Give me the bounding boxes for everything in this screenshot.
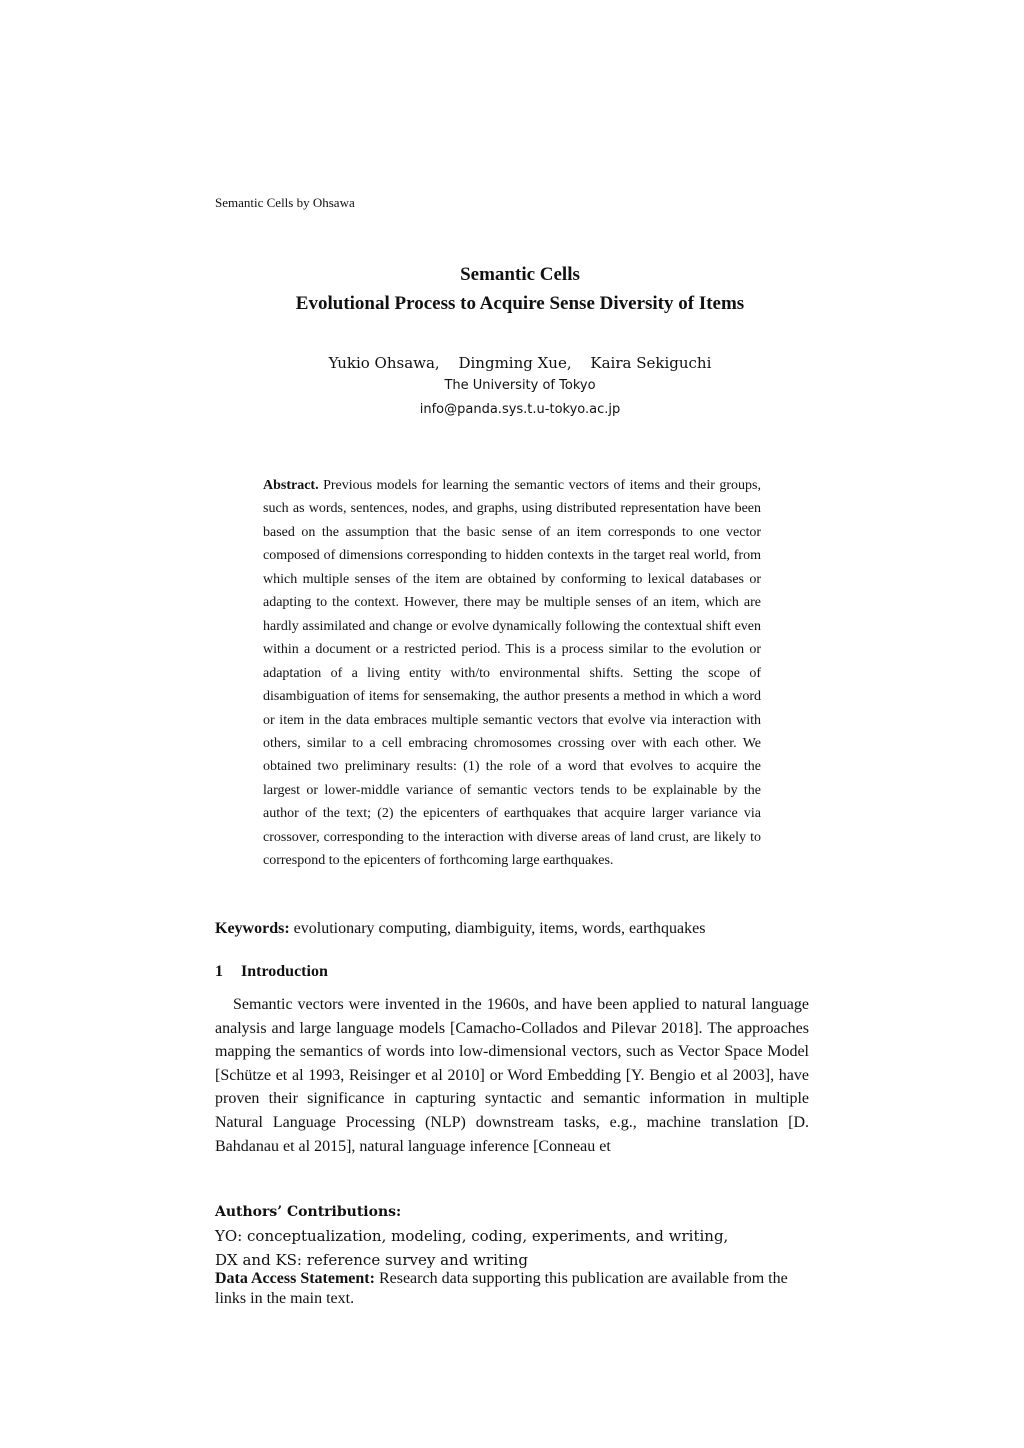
- author-2: Dingming Xue,: [458, 354, 572, 372]
- contributions-title: Authors’ Contributions:: [215, 1204, 402, 1220]
- introduction-paragraph: Semantic vectors were invented in the 1960s, and have been applied to natural language analysis and large language models [Camacho-Collados and Pilevar 2018]. The approaches mapping the semantics of words into low-dimensional vectors, such as Vector Space Model [Schütze et al 1993, Reisinger et al 2010] or Word Embedding [Y. Bengio et al 2003], have proven their significance in capturing syntactic and semantic information in multiple Natural Language Processing (NLP) downstream tasks, e.g., machine translation [D. Bahdanau et al 2015], natural language inference [Conneau et: [215, 996, 809, 1155]
- data-access-statement: [215, 1269, 815, 1309]
- section-heading: [215, 963, 328, 981]
- email: info@panda.sys.t.u-tokyo.ac.jp: [419, 402, 621, 417]
- title-line-1: Semantic Cells: [460, 264, 580, 285]
- author-block: [215, 352, 825, 422]
- abstract: [263, 474, 761, 873]
- author-3: Kaira Sekiguchi: [590, 354, 712, 372]
- keywords-text: evolutionary computing, diambiguity, items, words, earthquakes: [293, 920, 706, 937]
- keywords-label: Keywords:: [215, 920, 290, 937]
- title-line-2: Evolutional Process to Acquire Sense Diversity of Items: [295, 293, 745, 314]
- section-title: Introduction: [241, 963, 328, 980]
- paper-title: [215, 260, 825, 318]
- section-number: 1: [215, 963, 223, 980]
- abstract-text: Previous models for learning the semantic vectors of items and their groups, such as words, sentences, nodes, and graphs, using distributed representation have been based on the assumption that the basic sense of an item corresponds to one vector composed of dimensions corresponding to hidden contexts in the target real world, from which multiple senses of the item are obtained by conforming to lexical databases or adapting to the context. However, there may be multiple senses of an item, which are hardly assimilated and change or evolve dynamically following the contextual shift even within a document or a restricted period. This is a process similar to the evolution or adaptation of a living entity with/to environmental shifts. Setting the scope of disambiguation of items for sensemaking, the author presents a method in which a word or item in the data embraces multiple semantic vectors that evolve via interaction with others, similar to a cell embracing chromosomes crossing over with each other. We obtained two preliminary results: (1) the role of a word that evolves to acquire the largest or lower-middle variance of semantic vectors tends to be explainable by the author of the text; (2) the epicenters of earthquakes that acquire larger variance via crossover, corresponding to the interaction with diverse areas of land crust, are likely to correspond to the epicenters of forthcoming large earthquakes.: [263, 478, 761, 869]
- contribution-line-2: DX and KS: reference survey and writing: [215, 1251, 528, 1269]
- keywords: [215, 920, 815, 938]
- data-access-label: Data Access Statement:: [215, 1270, 375, 1287]
- data-access-text: Research data supporting this publication are available from the links in the main text.: [215, 1270, 788, 1307]
- contribution-line-1: YO: conceptualization, modeling, coding, experiments, and writing,: [215, 1227, 729, 1245]
- abstract-label: Abstract.: [263, 478, 319, 493]
- author-1: Yukio Ohsawa,: [328, 354, 440, 372]
- affiliation: The University of Tokyo: [444, 378, 596, 393]
- authors-contributions: [215, 1200, 815, 1272]
- author-names: [215, 352, 825, 374]
- running-head: Semantic Cells by Ohsawa: [215, 195, 355, 210]
